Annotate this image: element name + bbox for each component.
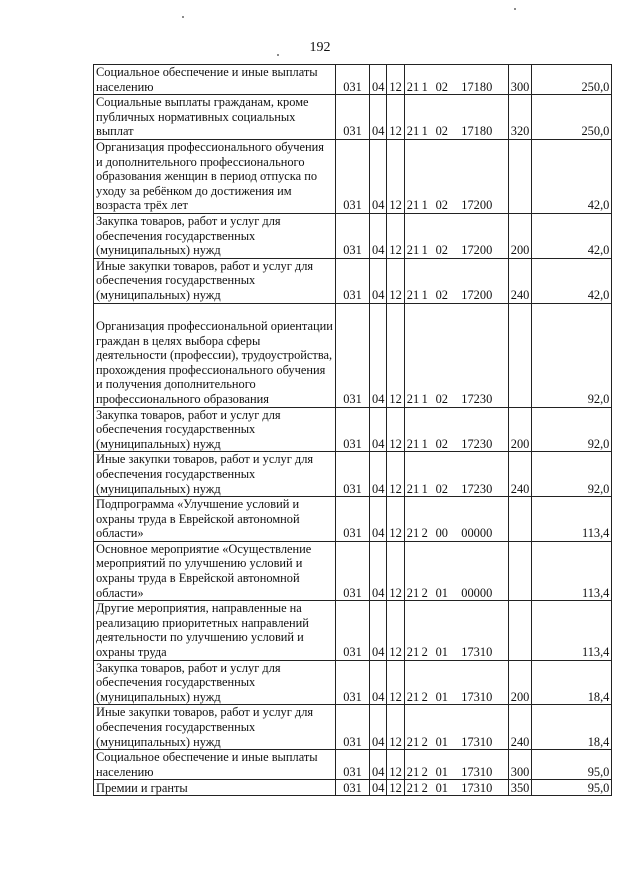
target-article-part: 01 xyxy=(435,764,448,779)
subsection-code: 12 xyxy=(387,497,404,542)
target-article-code xyxy=(404,660,508,705)
subsection-code: 12 xyxy=(387,601,404,660)
target-article-code xyxy=(404,601,508,660)
page-number: 192 xyxy=(309,40,331,55)
expense-name: Социальные выплаты гражданам, кроме публичных нормативных социальных выплат xyxy=(94,95,336,140)
table-row xyxy=(94,303,612,407)
subsection-code: 12 xyxy=(387,452,404,497)
target-article-part: 21 xyxy=(406,764,420,779)
section-code: 04 xyxy=(370,139,387,213)
target-article-part: 2 xyxy=(421,764,428,779)
target-article-part: 02 xyxy=(435,124,448,139)
target-article-part: 21 xyxy=(406,243,420,258)
subsection-code: 12 xyxy=(387,213,404,258)
grbs-code: 031 xyxy=(336,541,370,600)
amount: 18,4 xyxy=(532,705,612,750)
target-article-part: 17310 xyxy=(461,645,493,660)
amount: 92,0 xyxy=(532,452,612,497)
expense-type-code: 200 xyxy=(508,660,532,705)
subsection-code: 12 xyxy=(387,303,404,407)
section-code: 04 xyxy=(370,65,387,95)
grbs-code: 031 xyxy=(336,407,370,452)
amount: 42,0 xyxy=(532,213,612,258)
target-article-part: 00000 xyxy=(461,526,493,541)
target-article-part: 02 xyxy=(435,287,448,302)
target-article-part: 17200 xyxy=(461,198,493,213)
amount: 92,0 xyxy=(532,303,612,407)
target-article-part: 1 xyxy=(421,287,428,302)
expense-name: Закупка товаров, работ и услуг для обеспечения государственных (муниципальных) нужд xyxy=(94,407,336,452)
table-row xyxy=(94,601,612,660)
scan-speck xyxy=(514,8,516,10)
section-code: 04 xyxy=(370,95,387,140)
table-row xyxy=(94,750,612,780)
amount: 95,0 xyxy=(532,780,612,796)
grbs-code: 031 xyxy=(336,65,370,95)
amount: 42,0 xyxy=(532,258,612,303)
table-row xyxy=(94,452,612,497)
section-code: 04 xyxy=(370,601,387,660)
expense-name: Другие мероприятия, направленные на реализацию приоритетных направлений деятельности по улучшению условий и охраны труда xyxy=(94,601,336,660)
target-article-part: 21 xyxy=(406,526,420,541)
subsection-code: 12 xyxy=(387,780,404,796)
target-article-part: 2 xyxy=(421,526,428,541)
subsection-code: 12 xyxy=(387,705,404,750)
scan-speck xyxy=(182,16,184,18)
expense-name: Иные закупки товаров, работ и услуг для обеспечения государственных (муниципальных) нужд xyxy=(94,452,336,497)
table-row xyxy=(94,780,612,796)
target-article-part: 21 xyxy=(406,734,420,749)
target-article-part: 02 xyxy=(435,436,448,451)
section-code: 04 xyxy=(370,407,387,452)
target-article-part: 21 xyxy=(406,645,420,660)
expense-type-code: 240 xyxy=(508,452,532,497)
expense-type-code xyxy=(508,303,532,407)
target-article-part: 00 xyxy=(435,526,448,541)
target-article-part: 1 xyxy=(421,198,428,213)
target-article-code xyxy=(404,497,508,542)
target-article-part: 02 xyxy=(435,391,448,406)
target-article-part: 02 xyxy=(435,79,448,94)
amount: 113,4 xyxy=(532,601,612,660)
target-article-part: 17180 xyxy=(461,124,493,139)
expense-type-code: 350 xyxy=(508,780,532,796)
expense-type-code xyxy=(508,497,532,542)
table-row xyxy=(94,407,612,452)
target-article-part: 02 xyxy=(435,243,448,258)
grbs-code: 031 xyxy=(336,705,370,750)
target-article-part: 1 xyxy=(421,243,428,258)
target-article-part: 21 xyxy=(406,79,420,94)
target-article-part: 17200 xyxy=(461,287,493,302)
target-article-part: 01 xyxy=(435,585,448,600)
target-article-part: 01 xyxy=(435,645,448,660)
amount: 250,0 xyxy=(532,95,612,140)
target-article-part: 1 xyxy=(421,436,428,451)
expense-name: Социальное обеспечение и иные выплаты населению xyxy=(94,65,336,95)
target-article-part: 17310 xyxy=(461,780,493,795)
target-article-part: 21 xyxy=(406,391,420,406)
target-article-part: 2 xyxy=(421,734,428,749)
table-row xyxy=(94,497,612,542)
grbs-code: 031 xyxy=(336,95,370,140)
target-article-part: 17200 xyxy=(461,243,493,258)
expense-name: Подпрограмма «Улучшение условий и охраны труда в Еврейской автономной области» xyxy=(94,497,336,542)
grbs-code: 031 xyxy=(336,303,370,407)
target-article-part: 21 xyxy=(406,287,420,302)
target-article-part: 17230 xyxy=(461,436,493,451)
amount: 95,0 xyxy=(532,750,612,780)
section-code: 04 xyxy=(370,660,387,705)
target-article-part: 17230 xyxy=(461,391,493,406)
table-row xyxy=(94,705,612,750)
expense-name: Основное мероприятие «Осуществление мероприятий по улучшению условий и охраны труда в Еврейской автономной области» xyxy=(94,541,336,600)
subsection-code: 12 xyxy=(387,95,404,140)
grbs-code: 031 xyxy=(336,258,370,303)
table-row xyxy=(94,65,612,95)
subsection-code: 12 xyxy=(387,750,404,780)
section-code: 04 xyxy=(370,258,387,303)
expense-type-code: 300 xyxy=(508,750,532,780)
target-article-part: 02 xyxy=(435,198,448,213)
table-row xyxy=(94,139,612,213)
target-article-code xyxy=(404,705,508,750)
subsection-code: 12 xyxy=(387,65,404,95)
table-row xyxy=(94,660,612,705)
section-code: 04 xyxy=(370,452,387,497)
table-row xyxy=(94,258,612,303)
target-article-code xyxy=(404,139,508,213)
target-article-part: 21 xyxy=(406,124,420,139)
target-article-part: 17310 xyxy=(461,689,493,704)
target-article-part: 2 xyxy=(421,645,428,660)
target-article-part: 21 xyxy=(406,689,420,704)
subsection-code: 12 xyxy=(387,139,404,213)
amount: 250,0 xyxy=(532,65,612,95)
expense-name: Социальное обеспечение и иные выплаты населению xyxy=(94,750,336,780)
grbs-code: 031 xyxy=(336,601,370,660)
target-article-code xyxy=(404,750,508,780)
target-article-code xyxy=(404,213,508,258)
target-article-part: 17180 xyxy=(461,79,493,94)
scan-speck xyxy=(277,54,279,56)
amount: 113,4 xyxy=(532,497,612,542)
section-code: 04 xyxy=(370,497,387,542)
expense-name: Закупка товаров, работ и услуг для обеспечения государственных (муниципальных) нужд xyxy=(94,213,336,258)
target-article-part: 01 xyxy=(435,734,448,749)
amount: 113,4 xyxy=(532,541,612,600)
section-code: 04 xyxy=(370,303,387,407)
target-article-part: 00000 xyxy=(461,585,493,600)
expense-name: Иные закупки товаров, работ и услуг для обеспечения государственных (муниципальных) нужд xyxy=(94,705,336,750)
target-article-part: 2 xyxy=(421,689,428,704)
target-article-code xyxy=(404,541,508,600)
expense-type-code xyxy=(508,601,532,660)
target-article-code xyxy=(404,303,508,407)
amount: 92,0 xyxy=(532,407,612,452)
target-article-code xyxy=(404,258,508,303)
subsection-code: 12 xyxy=(387,660,404,705)
budget-table xyxy=(93,64,612,796)
expense-type-code xyxy=(508,139,532,213)
expense-name: Иные закупки товаров, работ и услуг для обеспечения государственных (муниципальных) нужд xyxy=(94,258,336,303)
section-code: 04 xyxy=(370,750,387,780)
expense-type-code: 320 xyxy=(508,95,532,140)
target-article-part: 2 xyxy=(421,585,428,600)
target-article-code xyxy=(404,65,508,95)
target-article-part: 01 xyxy=(435,780,448,795)
expense-name: Премии и гранты xyxy=(94,780,336,796)
grbs-code: 031 xyxy=(336,660,370,705)
target-article-code xyxy=(404,95,508,140)
target-article-part: 21 xyxy=(406,481,420,496)
table-row xyxy=(94,213,612,258)
amount: 42,0 xyxy=(532,139,612,213)
grbs-code: 031 xyxy=(336,452,370,497)
expense-type-code: 300 xyxy=(508,65,532,95)
subsection-code: 12 xyxy=(387,407,404,452)
section-code: 04 xyxy=(370,780,387,796)
target-article-part: 17310 xyxy=(461,734,493,749)
grbs-code: 031 xyxy=(336,780,370,796)
target-article-part: 21 xyxy=(406,780,420,795)
target-article-part: 02 xyxy=(435,481,448,496)
target-article-part: 17230 xyxy=(461,481,493,496)
target-article-part: 1 xyxy=(421,124,428,139)
expense-name: Организация профессионального обучения и дополнительного профессионального образования женщин в период отпуска по уходу за ребёнком до достижения им возраста трёх лет xyxy=(94,139,336,213)
target-article-code xyxy=(404,407,508,452)
target-article-part: 17310 xyxy=(461,764,493,779)
target-article-part: 1 xyxy=(421,481,428,496)
expense-type-code: 240 xyxy=(508,258,532,303)
section-code: 04 xyxy=(370,705,387,750)
section-code: 04 xyxy=(370,213,387,258)
target-article-part: 21 xyxy=(406,436,420,451)
table-row xyxy=(94,541,612,600)
expense-type-code: 240 xyxy=(508,705,532,750)
subsection-code: 12 xyxy=(387,258,404,303)
target-article-code xyxy=(404,780,508,796)
grbs-code: 031 xyxy=(336,213,370,258)
expense-type-code: 200 xyxy=(508,407,532,452)
grbs-code: 031 xyxy=(336,497,370,542)
target-article-part: 21 xyxy=(406,585,420,600)
expense-name: Закупка товаров, работ и услуг для обеспечения государственных (муниципальных) нужд xyxy=(94,660,336,705)
target-article-part: 2 xyxy=(421,780,428,795)
expense-type-code: 200 xyxy=(508,213,532,258)
amount: 18,4 xyxy=(532,660,612,705)
grbs-code: 031 xyxy=(336,750,370,780)
table-row xyxy=(94,95,612,140)
target-article-part: 1 xyxy=(421,79,428,94)
section-code: 04 xyxy=(370,541,387,600)
target-article-code xyxy=(404,452,508,497)
expense-name: Организация профессиональной ориентации граждан в целях выбора сферы деятельности (профессии), трудоустройства, прохождения профессионального обучения и получения дополнительного профессионального образования xyxy=(94,303,336,407)
target-article-part: 21 xyxy=(406,198,420,213)
target-article-part: 01 xyxy=(435,689,448,704)
grbs-code: 031 xyxy=(336,139,370,213)
subsection-code: 12 xyxy=(387,541,404,600)
expense-type-code xyxy=(508,541,532,600)
target-article-part: 1 xyxy=(421,391,428,406)
